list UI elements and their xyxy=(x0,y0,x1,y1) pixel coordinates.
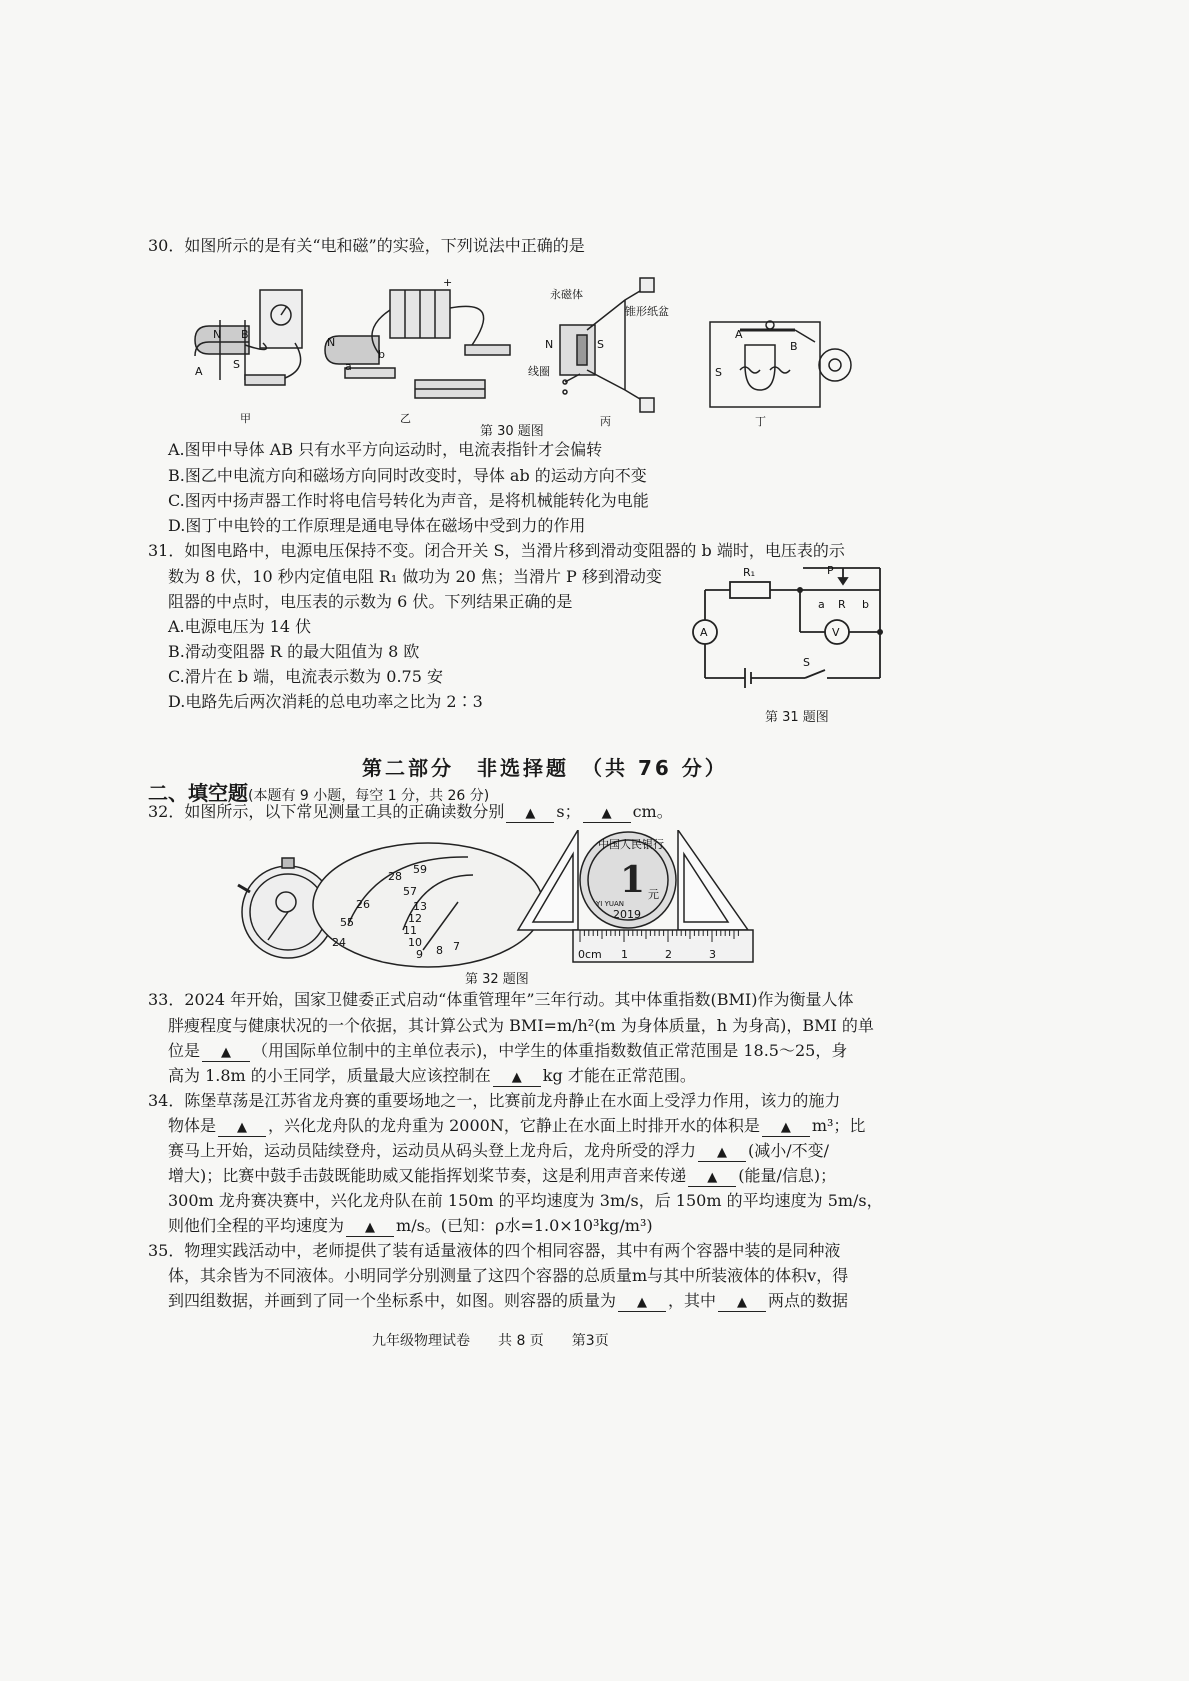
coin-top-text: 中国人民银行 xyxy=(598,838,664,851)
q34-line-2 xyxy=(168,1116,865,1137)
q33-line-4-pre: 高为 1.8m 的小王同学，质量最大应该控制在 xyxy=(168,1066,491,1085)
q34-blank-5: ▲ xyxy=(346,1220,394,1237)
q32-mid: s； xyxy=(556,802,581,821)
section-note: (本题有 9 小题，每空 1 分，共 26 分) xyxy=(248,788,490,804)
fig-bing-N: N xyxy=(545,338,554,351)
q33-line-4-post: kg 才能在正常范围。 xyxy=(542,1066,696,1085)
q30-option-c: C.图丙中扬声器工作时将电信号转化为声音，是将机械能转化为电能 xyxy=(168,491,649,510)
q34-blank-2: ▲ xyxy=(762,1120,810,1137)
coin-pinyin: YI YUAN xyxy=(596,900,624,908)
q34-line-3-b: (减小/不变/ xyxy=(748,1141,830,1160)
fig-jia-label: 甲 xyxy=(240,412,251,425)
coin-number: 1 xyxy=(620,859,646,901)
dial-12: 12 xyxy=(408,912,422,925)
fig-jia-A: A xyxy=(195,365,203,378)
q31-stem-3: 阻器的中点时，电压表的示数为 6 伏。下列结果正确的是 xyxy=(168,592,573,611)
q31-option-a: A.电源电压为 14 伏 xyxy=(168,617,312,636)
dial-57: 57 xyxy=(403,885,417,898)
fig-bing-S: S xyxy=(597,338,604,351)
q32-figure xyxy=(228,830,758,970)
magnified-dial xyxy=(313,843,543,967)
dial-9: 9 xyxy=(416,948,423,961)
q35-line-2: 体，其余皆为不同液体。小明同学分别测量了这四个容器的总质量m与其中所装液体的体积v，得 xyxy=(168,1266,849,1285)
q35-line-1: 35．物理实践活动中，老师提供了装有适量液体的四个相同容器，其中有两个容器中装的是同种液 xyxy=(148,1241,841,1260)
dial-13: 13 xyxy=(413,900,427,913)
fig-ding-label: 丁 xyxy=(755,415,766,428)
dial-59: 59 xyxy=(413,863,427,876)
fig-jia-B: B xyxy=(241,328,249,341)
ruler-1: 1 xyxy=(621,948,628,961)
q34-line-2-b: ，兴化龙舟队的龙舟重为 2000N，它静止在水面上时排开水的体积是 xyxy=(268,1116,760,1135)
q33-blank-1: ▲ xyxy=(202,1045,250,1062)
q31-option-b: B.滑动变阻器 R 的最大阻值为 8 欧 xyxy=(168,642,420,661)
q34-line-4-a: 增大)；比赛中鼓手击鼓既能助威又能指挥划桨节奏，这是利用声音来传递 xyxy=(168,1166,687,1185)
q33-line-2: 胖瘦程度与健康状况的一个依据，其计算公式为 BMI=m/h²(m 为身体质量，h 为身高)，BMI 的单 xyxy=(168,1016,874,1035)
q33-line-3 xyxy=(168,1041,847,1062)
q30-stem: 30．如图所示的是有关“电和磁”的实验，下列说法中正确的是 xyxy=(148,236,585,255)
q35-blank-2: ▲ xyxy=(718,1295,766,1312)
q34-line-3 xyxy=(168,1141,829,1162)
q33-blank-2: ▲ xyxy=(493,1070,541,1087)
part2-title: 第二部分 非选择题 （共 76 分） xyxy=(362,756,728,780)
dial-8: 8 xyxy=(436,944,443,957)
q31-label-r1: R₁ xyxy=(743,566,756,579)
fig-jia-N: N xyxy=(213,328,222,341)
q31-circuit xyxy=(685,560,905,700)
dial-26: 26 xyxy=(356,898,370,911)
dial-7: 7 xyxy=(453,940,460,953)
q34-blank-4: ▲ xyxy=(688,1170,736,1187)
q35-line-3-b: ，其中 xyxy=(668,1291,717,1310)
q35-blank-1: ▲ xyxy=(618,1295,666,1312)
dial-24: 24 xyxy=(332,936,346,949)
q34-blank-3: ▲ xyxy=(698,1145,746,1162)
q30-option-a: A.图甲中导体 AB 只有水平方向运动时，电流表指针才会偏转 xyxy=(168,440,603,459)
ruler-0cm: 0cm xyxy=(578,948,602,961)
q31-label-b: b xyxy=(862,598,869,611)
fig-bing-cone: 锥形纸盆 xyxy=(625,305,669,318)
q35-line-3-c: 两点的数据 xyxy=(768,1291,849,1310)
q30-caption: 第 30 题图 xyxy=(480,424,544,439)
q33-line-3-post: （用国际单位制中的主单位表示)，中学生的体重指数数值正常范围是 18.5～25，身 xyxy=(252,1041,848,1060)
q31-label-p: P xyxy=(827,564,834,577)
q31-label-ammeter: A xyxy=(700,626,708,639)
q30-option-b: B.图乙中电流方向和磁场方向同时改变时，导体 ab 的运动方向不变 xyxy=(168,466,647,485)
q32-caption: 第 32 题图 xyxy=(465,972,529,987)
q35-line-3-a: 到四组数据，并画到了同一个坐标系中，如图。则容器的质量为 xyxy=(168,1291,617,1310)
q34-line-4 xyxy=(168,1166,836,1187)
q32-pre: 32．如图所示，以下常见测量工具的正确读数分别 xyxy=(148,802,505,821)
ruler-2: 2 xyxy=(665,948,672,961)
q32-stem xyxy=(148,802,673,823)
q33-line-4 xyxy=(168,1066,696,1087)
q34-line-5: 300m 龙舟赛决赛中，兴化龙舟队在前 150m 的平均速度为 3m/s，后 150m 的平均速度为 5m/s， xyxy=(168,1191,883,1210)
fig-ding-B: B xyxy=(790,340,798,353)
q32-post: cm。 xyxy=(632,802,673,821)
fig-yi-N: N xyxy=(327,336,336,349)
coin-yuan: 元 xyxy=(648,888,659,901)
q31-option-c: C.滑片在 b 端，电流表示数为 0.75 安 xyxy=(168,667,443,686)
q33-line-3-pre: 位是 xyxy=(168,1041,201,1060)
q34-line-3-a: 赛马上开始，运动员陆续登舟，运动员从码头登上龙舟后，龙舟所受的浮力 xyxy=(168,1141,697,1160)
q34-line-2-a: 物体是 xyxy=(168,1116,217,1135)
q32-blank-1: ▲ xyxy=(506,806,554,823)
fig-bing-magnet: 永磁体 xyxy=(550,288,583,301)
fig-yi-b: b xyxy=(378,348,385,361)
dial-55: 55 xyxy=(340,916,354,929)
q34-line-1: 34．陈堡草荡是江苏省龙舟赛的重要场地之一，比赛前龙舟静止在水面上受浮力作用，该力的施力 xyxy=(148,1091,841,1110)
fig-ding xyxy=(710,321,851,407)
q31-caption: 第 31 题图 xyxy=(765,710,829,725)
fig-yi-plus: + xyxy=(443,276,453,289)
q31-stem-1: 31．如图电路中，电源电压保持不变。闭合开关 S，当滑片移到滑动变阻器的 b 端时，电压表的示 xyxy=(148,541,845,560)
fig-bing-coil: 线圈 xyxy=(528,365,550,378)
q31-stem-2: 数为 8 伏，10 秒内定值电阻 R₁ 做功为 20 焦；当滑片 P 移到滑动变 xyxy=(168,567,662,586)
q31-label-r: R xyxy=(838,598,846,611)
q31-label-a: a xyxy=(818,598,825,611)
q34-line-6-b: m/s。(已知：ρ水=1.0×10³kg/m³) xyxy=(396,1216,653,1235)
q34-line-6 xyxy=(168,1216,653,1237)
coin-year: 2019 xyxy=(613,908,641,921)
fig-ding-S: S xyxy=(715,366,722,379)
q34-line-4-b: (能量/信息)； xyxy=(738,1166,837,1185)
q31-label-s: S xyxy=(803,656,810,669)
fig-yi xyxy=(325,290,510,398)
q33-line-1: 33．2024 年开始，国家卫健委正式启动“体重管理年”三年行动。其中体重指数(BMI)作为衡量人体 xyxy=(148,990,854,1009)
fig-jia-S: S xyxy=(233,358,240,371)
q30-figure xyxy=(185,270,885,435)
q35-line-3 xyxy=(168,1291,848,1312)
q31-circuit-svg xyxy=(685,560,905,700)
q32-figure-svg xyxy=(228,830,758,970)
dial-10: 10 xyxy=(408,936,422,949)
fig-yi-label: 乙 xyxy=(400,412,411,425)
q30-option-d: D.图丁中电铃的工作原理是通电导体在磁场中受到力的作用 xyxy=(168,516,586,535)
fig-bing-label: 丙 xyxy=(600,415,611,428)
ruler-3: 3 xyxy=(709,948,716,961)
q34-line-6-a: 则他们全程的平均速度为 xyxy=(168,1216,345,1235)
q32-blank-2: ▲ xyxy=(583,806,631,823)
dial-28: 28 xyxy=(388,870,402,883)
q30-figure-svg xyxy=(185,270,885,435)
fig-yi-a: a xyxy=(345,360,352,373)
page-footer: 九年级物理试卷 共 8 页 第3页 xyxy=(372,1333,609,1349)
q34-line-2-c: m³；比 xyxy=(811,1116,866,1135)
section-heading: 二、填空题 xyxy=(148,781,248,805)
q31-option-d: D.电路先后两次消耗的总电功率之比为 2∶3 xyxy=(168,692,483,711)
dial-11: 11 xyxy=(403,924,417,937)
q34-blank-1: ▲ xyxy=(218,1120,266,1137)
fig-ding-A: A xyxy=(735,328,743,341)
q31-label-voltmeter: V xyxy=(832,626,840,639)
